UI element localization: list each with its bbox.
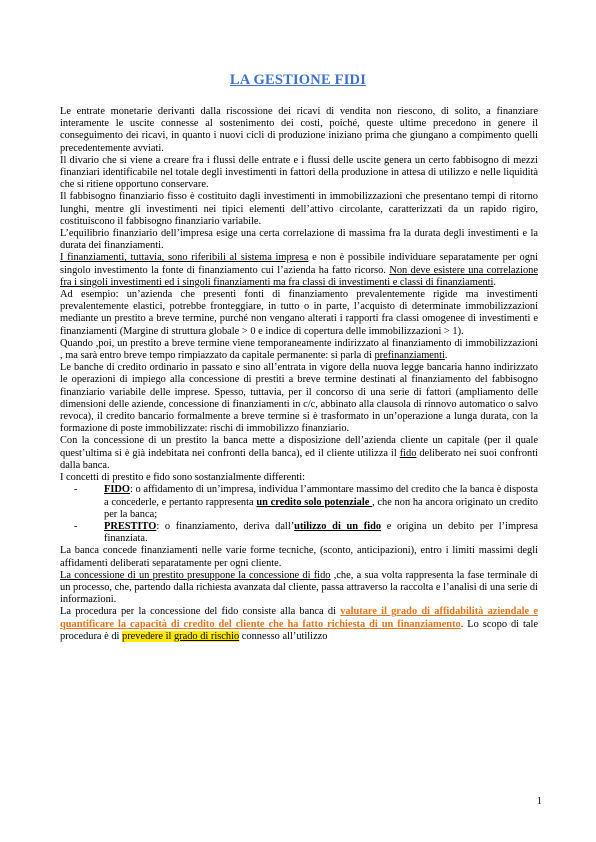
orange-emphasis-text: valutare il grado di affidabilità aziendale e quantificare la capacità di credito del cliente che ha fatto richiesta di un finanziamento	[60, 606, 538, 630]
list-text: : o finanziamento, deriva dall’	[156, 520, 295, 532]
underlined-text: La concessione di un prestito presuppone la concessione di fido	[60, 569, 331, 581]
paragraph-2: Il divario che si viene a creare fra i flussi delle entrate e i flussi delle uscite genera un certo fabbisogno di mezzi finanziari identificabile nel totale degli investimenti in fattori della produzione in attesa di utilizzo e nelle liquidità che si ritiene opportuno conservare.	[60, 154, 538, 191]
paragraph-7	[60, 338, 538, 362]
list-text: : o affidamento di un’impresa, individua l’ammontare massimo del credito che la banca è disposta a concederle, e pertanto rappresenta	[104, 484, 538, 508]
underlined-text: Non deve esistere una correlazione fra i singoli investimenti ed i singoli finanziamenti ma fra classi di investimenti e classi di finanziamenti	[60, 264, 538, 288]
paragraph-11: La banca concede finanziamenti nelle varie forme tecniche, (sconto, anticipazioni), entro i limiti massimi degli affidamenti deliberati separatamente per ogni cliente.	[60, 545, 538, 569]
document-body	[60, 106, 538, 643]
paragraph-4: L’equilibrio finanziario dell’impresa esige una certa correlazione di massima fra la durata degli investimenti e la durata dei finanziamenti.	[60, 228, 538, 252]
paragraph-9	[60, 435, 538, 472]
bold-underlined-text: un credito solo potenziale	[256, 496, 373, 508]
paragraph-text: La procedura per la concessione del fido consiste alla banca di	[60, 606, 341, 618]
paragraph-3: Il fabbisogno finanziario fisso è costituito dagli investimenti in immobilizzazioni che presentano tempi di ritorno lunghi, mentre gli investimenti nei tipici elementi dell’attivo circolante, caratterizzati da un rapido rigiro, costituiscono il fabbisogno finanziario variabile.	[60, 191, 538, 227]
paragraph-10: I concetti di prestito e fido sono sostanzialmente differenti:	[60, 472, 306, 484]
paragraph-6: Ad esempio: un’azienda che presenti fonti di finanziamento prevalentemente rigide ma investimenti prevalentemente elastici, potrebbe fronteggiare, in tutto o in parte, l’acquisto di determinate immobilizzazioni mediante un prestito a breve termine, purché non vengano alterati i rapporti fra classi omogenee di investimenti e finanziamenti (Margine di struttura globale > 0 e indice di copertura delle immobilizzazioni > 1).	[60, 289, 538, 337]
paragraph-12	[60, 570, 538, 607]
paragraph-text: .	[493, 276, 497, 288]
list-text: , che non ha ancora originato un credito per la banca;	[104, 496, 538, 520]
bold-underlined-text: utilizzo di un fido	[294, 520, 382, 532]
paragraph-1: Le entrate monetarie derivanti dalla riscossione dei ricavi di vendita non riescono, di solito, a finanziare interamente le uscite connesse al sostenimento dei costi, poiché, queste ultime precedono in genere il conseguimento dei ricavi, in quanto i nuovi cicli di produzione iniziano prima che giungano a compimento quelli precedentemente avviati.	[60, 106, 538, 154]
page-title: LA GESTIONE FIDI	[229, 72, 367, 88]
highlighted-underlined-text: grado di rischio	[173, 630, 240, 642]
paragraph-text: Quando ,poi, un prestito a breve termine viene temporaneamente indirizzato al finanziamento di immobilizzazioni , ma sarà entro breve tempo rimpiazzato da capitale permanente: si parla di	[60, 337, 538, 362]
definition-list	[60, 484, 538, 545]
paragraph-text: deliberato nei suoi confronti dalla banca.	[60, 447, 538, 471]
dash-bullet: -	[74, 484, 78, 496]
list-item-prestito	[60, 521, 538, 545]
paragraph-text: ,che, a sua volta rappresenta la fase terminale di un processo, che, partendo dalla richiesta avanzata dal cliente, passa attraverso la raccolta e l’analisi di una serie di informazioni.	[60, 569, 538, 606]
paragraph-text: Con la concessione di un prestito la banca mette a disposizione dell’azienda cliente un capitale (per il quale quest’ultima si è già indebitata nei confronti della banca), ed il cliente utilizza il	[60, 435, 538, 459]
paragraph-text: connesso all’utilizzo	[239, 630, 328, 642]
paragraph-8: Le banche di credito ordinario in passato e sino all’entrata in vigore della nuova legge bancaria hanno indirizzato le operazioni di impiego alla concessione di prestiti a breve termine destinati al finanziamento del fabbisogno finanziario variabile delle imprese. Spesso, tuttavia, per il concorso di una serie di fattori (ampliamento delle dimensioni delle aziende, concessione di finanziamenti in c/c, abbinato alla clausola di rinnovo automatico o salvo revoca), il credito bancario formalmente a breve termine si è trasformato in un’operazione a lunga durata, con la formazione di poste immobilizzate: rischi di immobilizzo finanziario.	[60, 362, 538, 435]
paragraph-text: .	[444, 350, 448, 362]
highlighted-text: prevedere il	[122, 630, 174, 642]
underlined-text: fido	[399, 447, 417, 459]
term-prestito: PRESTITO	[104, 520, 157, 532]
list-item-fido	[60, 484, 538, 521]
paragraph-13	[60, 606, 538, 643]
dash-bullet: -	[74, 520, 78, 532]
underlined-text: I finanziamenti, tuttavia, sono riferibili al sistema impresa	[60, 252, 309, 264]
term-fido: FIDO	[104, 484, 130, 496]
list-text: e origina un debito per l’impresa finanziata.	[104, 520, 539, 545]
underlined-text: prefinanziamenti	[374, 350, 445, 362]
paragraph-5	[60, 252, 538, 289]
paragraph-text: e non è possibile individuare separatamente per ogni singolo investimento la fonte di finanziamento cui l’azienda ha fatto ricorso.	[60, 252, 538, 276]
paragraph-text: . Lo scopo di tale procedura è di	[60, 618, 538, 642]
page-number: 1	[536, 796, 542, 807]
